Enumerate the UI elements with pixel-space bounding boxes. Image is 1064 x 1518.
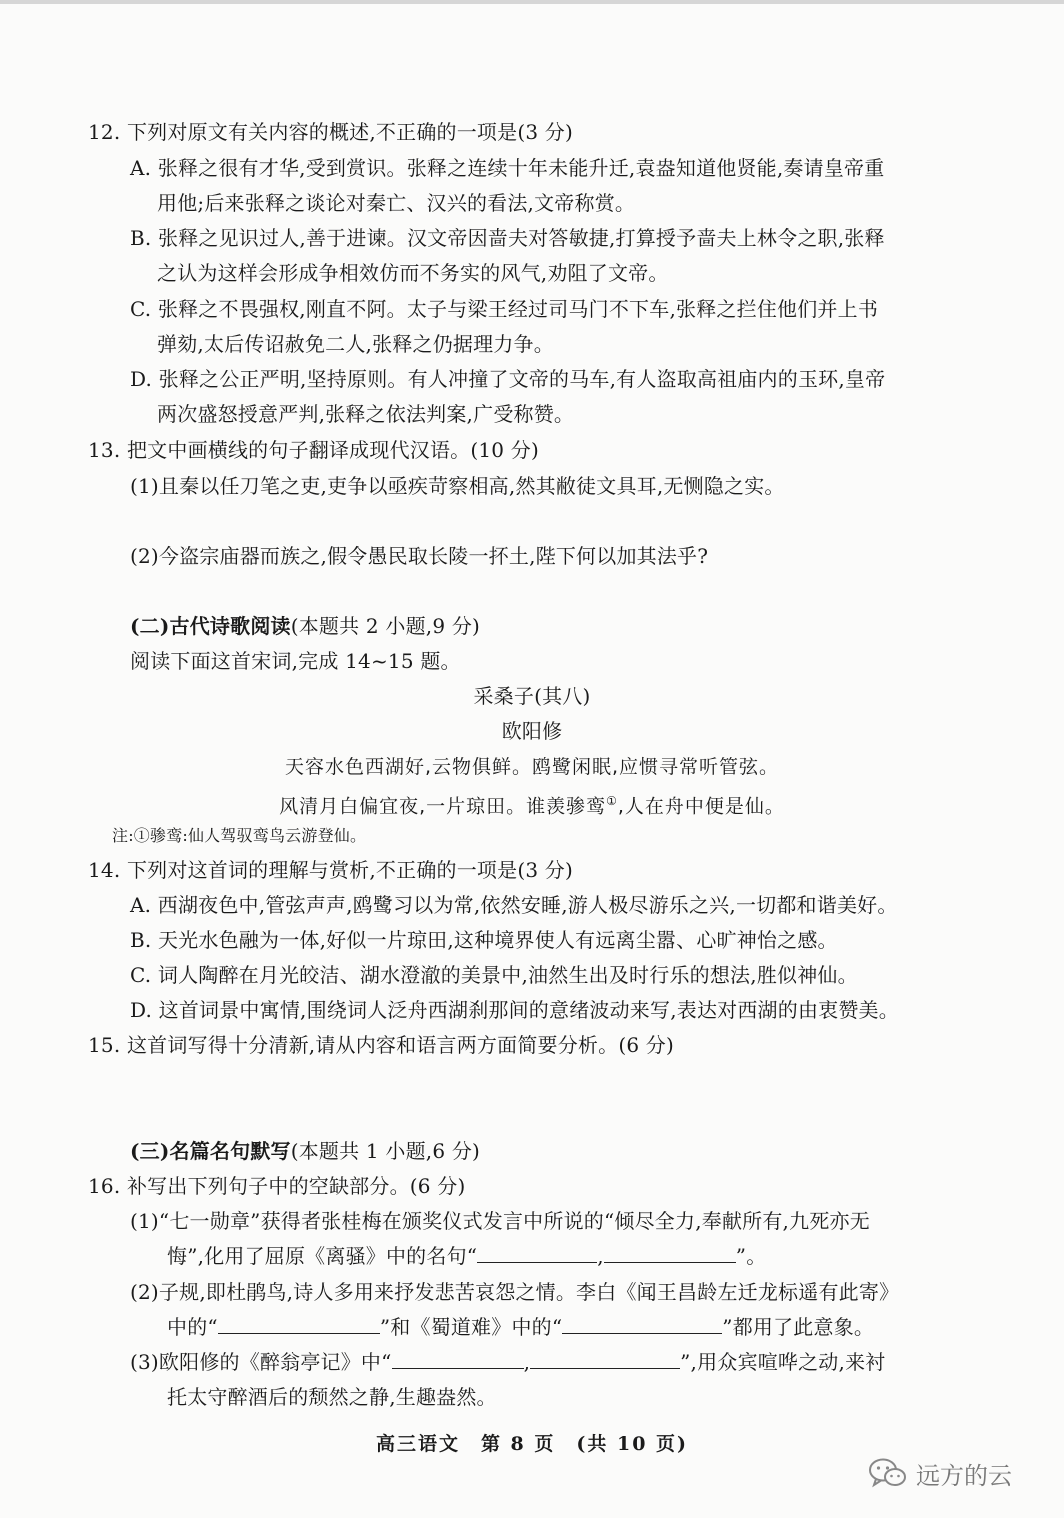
page-footer: 高三语文 第 8 页 (共 10 页) (375, 1433, 689, 1455)
q16-part1-line2 (167, 1242, 766, 1270)
answer-blank-1[interactable] (477, 1242, 597, 1263)
q12-option-b-cont: 之认为这样会形成争相效仿而不务实的风气,劝阻了文帝。 (157, 261, 669, 285)
q14-option-b: B. 天光水色融为一体,好似一片琼田,这种境界使人有远离尘嚣、心旷神怡之感。 (130, 928, 838, 952)
q13-stem: 13. 把文中画横线的句子翻译成现代汉语。(10 分) (88, 438, 539, 462)
q16-part2-text-b: ”和《蜀道难》中的“ (379, 1315, 563, 1339)
q15-stem: 15. 这首词写得十分清新,请从内容和语言两方面简要分析。(6 分) (88, 1033, 675, 1057)
answer-blank-4[interactable] (562, 1313, 722, 1334)
section2-title: (二)古代诗歌阅读 (130, 614, 291, 638)
section2-intro: 阅读下面这首宋词,完成 14~15 题。 (130, 649, 461, 673)
q16-part2-text-c: ”都用了此意象。 (722, 1315, 875, 1339)
poem-line-2 (0, 787, 1064, 820)
answer-blank-3[interactable] (218, 1313, 380, 1334)
watermark-text: 远方的云 (916, 1461, 1012, 1490)
q12-stem: 12. 下列对原文有关内容的概述,不正确的一项是(3 分) (88, 120, 574, 144)
q12-option-d-cont: 两次盛怒授意严判,张释之依法判案,广受称赞。 (157, 402, 575, 426)
q12-option-b: B. 张释之见识过人,善于进谏。汉文帝因啬夫对答敏捷,打算授予啬夫上林令之职,张释 (130, 226, 885, 250)
q16-part1-text-a: 悔”,化用了屈原《离骚》中的名句“ (167, 1244, 478, 1268)
section3-note: (本题共 1 小题,6 分) (290, 1139, 481, 1163)
answer-blank-5[interactable] (392, 1348, 524, 1369)
q12-option-a-cont: 用他;后来张释之谈论对秦亡、汉兴的看法,文帝称赏。 (157, 191, 636, 215)
q16-part2-text-a: 中的“ (167, 1315, 218, 1339)
section3-heading (130, 1137, 480, 1165)
poem-line-2-part1: 风清月白偏宜夜,一片琼田。谁羡骖鸾 (279, 795, 607, 818)
q16-stem: 16. 补写出下列句子中的空缺部分。(6 分) (88, 1174, 466, 1198)
q12-option-d: D. 张释之公正严明,坚持原则。有人冲撞了文帝的马车,有人盗取高祖庙内的玉环,皇帝 (130, 367, 886, 391)
wechat-icon (868, 1456, 908, 1490)
q12-option-a: A. 张释之很有才华,受到赏识。张释之连续十年未能升迁,袁盎知道他贤能,奏请皇帝重 (130, 156, 885, 180)
section2-note: (本题共 2 小题,9 分) (290, 614, 481, 638)
answer-blank-2[interactable] (604, 1242, 736, 1263)
q12-option-c: C. 张释之不畏强权,刚直不阿。太子与梁王经过司马门不下车,张释之拦住他们并上书 (130, 297, 879, 321)
poem-line-1: 天容水色西湖好,云物俱鲜。鸥鹭闲眠,应惯寻常听管弦。 (284, 756, 780, 778)
watermark (868, 1450, 1012, 1496)
q16-part3-text-a: (3)欧阳修的《醉翁亭记》中“ (130, 1350, 392, 1374)
q16-part2-line1: (2)子规,即杜鹃鸟,诗人多用来抒发悲苦哀怨之情。李白《闻王昌龄左迁龙标遥有此寄》 (130, 1280, 900, 1304)
section3-title: (三)名篇名句默写 (130, 1139, 291, 1163)
section2-heading (130, 612, 480, 640)
q14-option-c: C. 词人陶醉在月光皎洁、湖水澄澈的美景中,油然生出及时行乐的想法,胜似神仙。 (130, 963, 858, 987)
q16-part3-line2: 托太守醉酒后的颓然之静,生趣盎然。 (167, 1385, 497, 1409)
answer-blank-6[interactable] (530, 1348, 680, 1369)
footnote-marker: ① (606, 794, 618, 808)
q16-part3-comma: , (523, 1350, 531, 1374)
poem-footnote: 注:①骖鸾:仙人驾驭鸾鸟云游登仙。 (112, 826, 367, 845)
q16-part3-text-c: ”,用众宾喧哗之动,来衬 (680, 1350, 886, 1374)
top-border (0, 0, 1064, 4)
poem-author: 欧阳修 (501, 719, 563, 743)
poem-line-2-part2: ,人在舟中便是仙。 (617, 795, 785, 818)
poem-title: 采桑子(其八) (473, 684, 591, 708)
q16-part1-text-c: ”。 (735, 1244, 767, 1268)
q16-part3-line1 (130, 1348, 885, 1376)
q14-option-d: D. 这首词景中寓情,围绕词人泛舟西湖刹那间的意绪波动来写,表达对西湖的由衷赞美。 (130, 998, 899, 1022)
q14-option-a: A. 西湖夜色中,管弦声声,鸥鹭习以为常,依然安睡,游人极尽游乐之兴,一切都和谐美好。 (130, 893, 898, 917)
q13-sentence-1: (1)且秦以任刀笔之吏,吏争以亟疾苛察相高,然其敝徒文具耳,无恻隐之实。 (130, 474, 785, 498)
q12-option-c-cont: 弹劾,太后传诏赦免二人,张释之仍据理力争。 (157, 332, 554, 356)
q16-part2-line2 (167, 1313, 874, 1341)
q13-sentence-2: (2)今盗宗庙器而族之,假令愚民取长陵一抔土,陛下何以加其法乎? (130, 544, 709, 568)
q14-stem: 14. 下列对这首词的理解与赏析,不正确的一项是(3 分) (88, 858, 574, 882)
q16-part1-comma: , (597, 1244, 604, 1268)
q16-part1-line1: (1)“七一勋章”获得者张桂梅在颁奖仪式发言中所说的“倾尽全力,奉献所有,九死亦无 (130, 1209, 870, 1233)
